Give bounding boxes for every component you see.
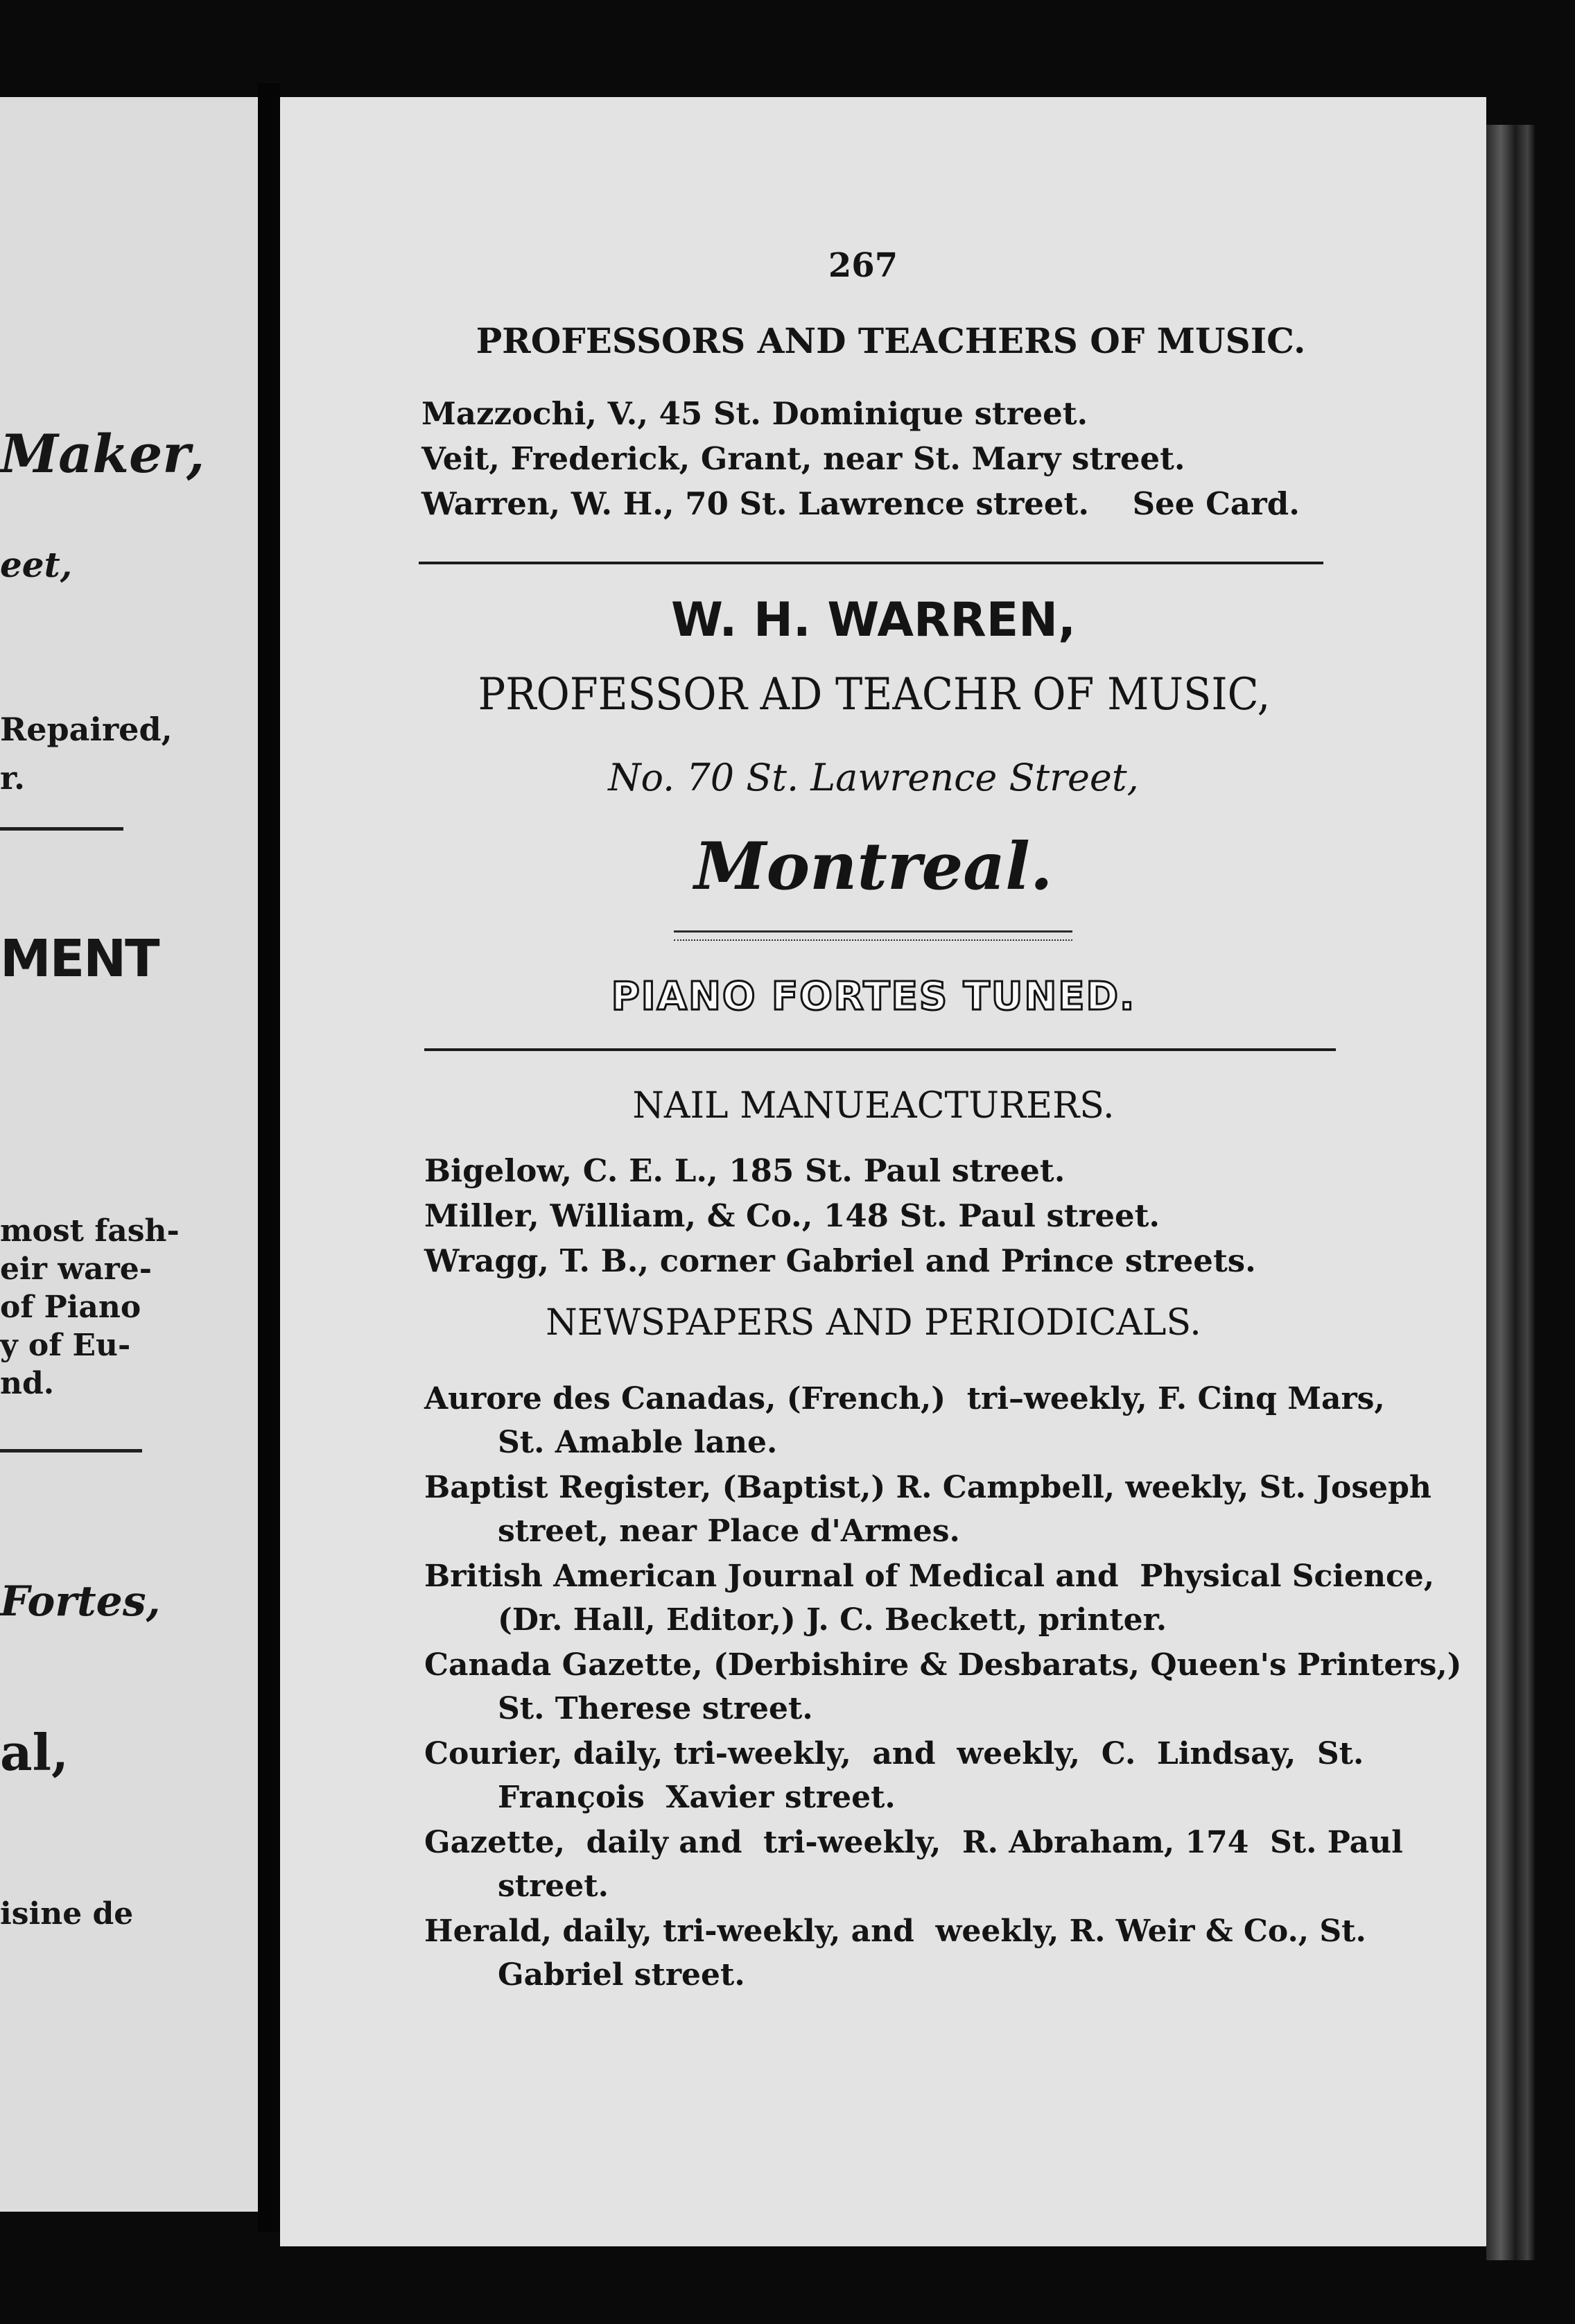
newspaper-entry: British American Journal of Medical and Physical Science, [424,1559,1435,1594]
book-spine [1486,125,1535,2260]
left-fragment-line: nd. [0,1366,55,1401]
newspaper-entry-continuation: Gabriel street. [498,1957,745,1993]
divider-rule [419,562,1323,564]
left-fragment-rule [0,827,123,831]
newspaper-entry: Gazette, daily and tri-weekly, R. Abraham, 174 St. Paul [424,1825,1403,1860]
newspaper-entry-continuation: street, near Place d'Armes. [498,1514,960,1549]
professor-entry: Veit, Frederick, Grant, near St. Mary street. [421,440,1185,477]
newspaper-entry: Canada Gazette, (Derbishire & Desbarats, Queen's Printers,) [424,1647,1462,1683]
left-fragment-line: isine de [0,1896,134,1932]
left-fragment-line: eir ware- [0,1251,153,1287]
left-fragment-line: al, [0,1723,69,1782]
advert-tagline: PIANO FORTES TUNED. [611,974,1136,1019]
newspaper-entry-continuation: St. Therese street. [498,1691,813,1726]
page-number: 267 [828,246,898,285]
professor-entry: Mazzochi, V., 45 St. Dominique street. [421,395,1088,432]
nail-entry: Miller, William, & Co., 148 St. Paul street. [424,1197,1160,1234]
newspaper-entry: Baptist Register, (Baptist,) R. Campbell, weekly, St. Joseph [424,1470,1432,1505]
newspaper-entry-continuation: St. Amable lane. [498,1425,778,1460]
section-heading-professors: PROFESSORS AND TEACHERS OF MUSIC. [476,320,1306,361]
newspaper-entry-continuation: (Dr. Hall, Editor,) J. C. Beckett, printer. [498,1602,1167,1638]
advert-title: PROFESSOR AD TEACHR OF MUSIC, [478,669,1271,720]
newspaper-entry-continuation: street. [498,1868,609,1904]
ornamental-rule [674,930,1072,941]
left-fragment-line: y of Eu- [0,1328,131,1363]
section-heading-nail: NAIL MANUEACTURERS. [632,1085,1115,1127]
left-page-fragment [0,97,258,2212]
nail-entry: Wragg, T. B., corner Gabriel and Prince streets. [424,1242,1256,1279]
newspaper-entry-continuation: François Xavier street. [498,1780,896,1815]
advert-name: W. H. WARREN, [671,593,1076,648]
left-fragment-line: MENT [0,929,159,989]
newspaper-entry: Herald, daily, tri-weekly, and weekly, R. Weir & Co., St. [424,1914,1366,1949]
professor-entry: Warren, W. H., 70 St. Lawrence street. See Card. [421,485,1300,522]
left-fragment-line: r. [0,759,26,797]
left-fragment-rule [0,1449,142,1452]
advert-city: Montreal. [694,829,1053,905]
newspaper-entry: Courier, daily, tri-weekly, and weekly, C. Lindsay, St. [424,1736,1364,1771]
divider-rule [424,1048,1336,1051]
section-heading-newspapers: NEWSPAPERS AND PERIODICALS. [546,1302,1201,1344]
left-fragment-line: Maker, [0,423,205,485]
left-fragment-line: most fash- [0,1213,180,1249]
left-fragment-line: eet, [0,544,73,585]
left-fragment-line: Repaired, [0,711,173,748]
left-fragment-line: of Piano [0,1290,141,1325]
newspaper-entry: Aurore des Canadas, (French,) tri–weekly, F. Cinq Mars, [424,1381,1385,1416]
advert-address: No. 70 St. Lawrence Street, [608,756,1139,799]
left-fragment-line: Fortes, [0,1577,161,1626]
nail-entry: Bigelow, C. E. L., 185 St. Paul street. [424,1152,1065,1189]
book-gutter [258,83,280,2232]
